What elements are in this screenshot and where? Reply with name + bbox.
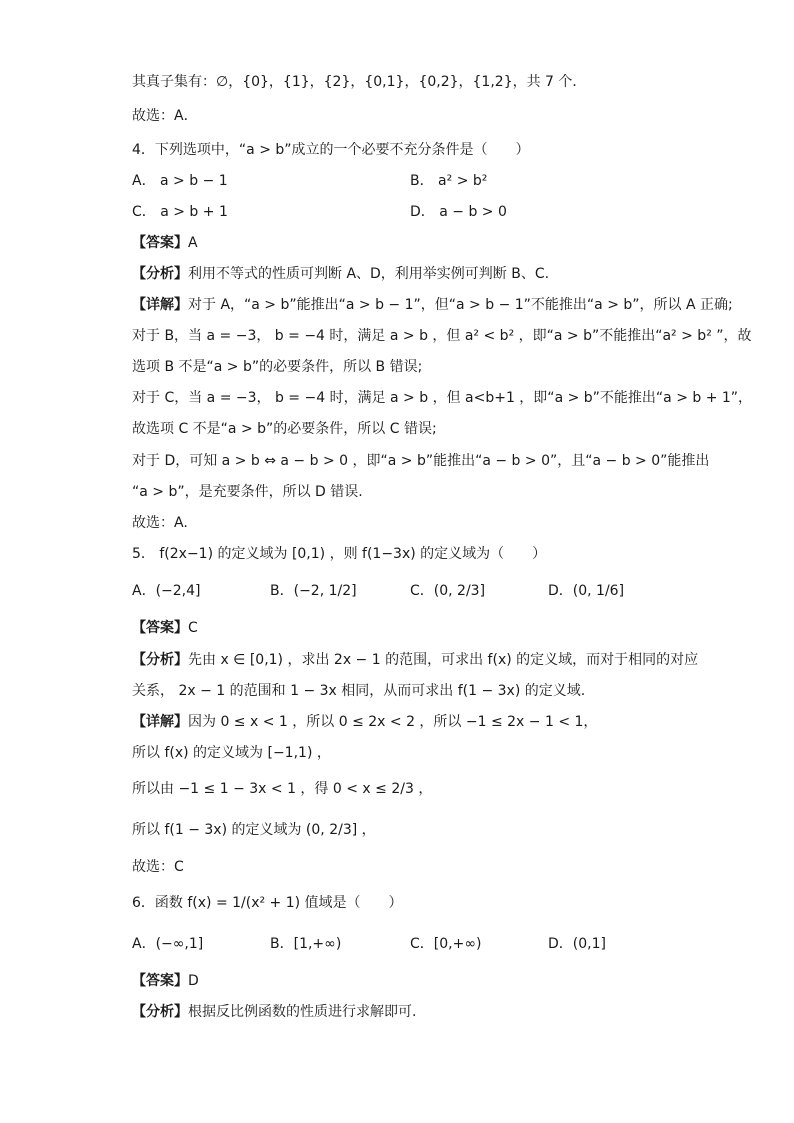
option-b: B．(−2, 1/2] <box>270 583 357 599</box>
conclusion-line: 故选：A. <box>132 515 188 531</box>
analysis-text: 利用不等式的性质可判断 A、D，利用举实例可判断 B、C. <box>188 266 550 282</box>
answer-tag: 【答案】 <box>132 973 188 989</box>
option-d: D．(0, 1/6] <box>548 583 625 599</box>
option-c: C． a > b + 1 <box>132 204 228 220</box>
analysis-tag: 【分析】 <box>132 266 188 282</box>
detail-tag: 【详解】 <box>132 297 188 313</box>
detail-text: 因为 0 ≤ x < 1 ，所以 0 ≤ 2x < 2 ，所以 −1 ≤ 2x − 1 < 1， <box>188 714 598 730</box>
detail-tag: 【详解】 <box>132 714 188 730</box>
answer-value: A <box>188 235 198 251</box>
detail-line: 所以由 −1 ≤ 1 − 3x < 1 ，得 0 < x ≤ 2/3 ， <box>132 781 433 797</box>
analysis-line: 关系， 2x − 1 的范围和 1 − 3x 相同，从而可求出 f(1 − 3x) 的定义域. <box>132 683 586 699</box>
detail-line <box>132 295 733 315</box>
detail-line: 对于 B，当 a = −3， b = −4 时，满足 a > b ，但 a² < b² ，即“a > b”不能推出“a² > b² ”，故 <box>132 328 752 344</box>
answer-value: D <box>188 973 199 989</box>
option-a: A．(−2,4] <box>132 583 201 599</box>
answer-tag: 【答案】 <box>132 235 188 251</box>
question-6-stem: 6．函数 f(x) = 1/(x² + 1) 值域是（ ） <box>132 895 403 911</box>
analysis-line <box>132 650 699 670</box>
detail-line: “a > b”，是充要条件，所以 D 错误. <box>132 484 363 500</box>
answer-line <box>132 971 692 991</box>
answer-line <box>132 233 692 253</box>
question-4-stem: 4．下列选项中，“a > b”成立的一个必要不充分条件是（ ） <box>132 142 530 158</box>
detail-line: 故选项 C 不是“a > b”的必要条件，所以 C 错误; <box>132 421 437 437</box>
analysis-line <box>132 1002 692 1022</box>
detail-text: 对于 A，“a > b”能推出“a > b − 1”，但“a > b − 1”不能推出“a > b”，所以 A 正确; <box>188 297 733 313</box>
detail-line: 对于 C，当 a = −3， b = −4 时，满足 a > b ，但 a<b+1 ，即“a > b”不能推出“a > b + 1”， <box>132 390 753 406</box>
detail-line: 所以 f(x) 的定义域为 [−1,1) ， <box>132 745 331 761</box>
analysis-text: 根据反比例函数的性质进行求解即可. <box>188 1004 417 1020</box>
answer-value: C <box>188 620 198 636</box>
option-d: D．(0,1] <box>548 936 606 952</box>
option-c: C．[0,+∞) <box>410 936 482 952</box>
conclusion-line: 故选：C <box>132 859 184 875</box>
analysis-tag: 【分析】 <box>132 652 188 668</box>
option-d: D． a − b > 0 <box>410 204 507 220</box>
question-5-stem: 5． f(2x−1) 的定义域为 [0,1) ，则 f(1−3x) 的定义域为（ ） <box>132 546 547 562</box>
analysis-text: 先由 x ∈ [0,1) ，求出 2x − 1 的范围，可求出 f(x) 的定义域，而对于相同的对应 <box>188 652 699 668</box>
option-b: B． a² > b² <box>410 173 488 189</box>
detail-line: 对于 D，可知 a > b ⇔ a − b > 0 ，即“a > b”能推出“a − b > 0”，且“a − b > 0”能推出 <box>132 453 710 469</box>
option-c: C．(0, 2/3] <box>410 583 486 599</box>
detail-line: 选项 B 不是“a > b”的必要条件，所以 B 错误; <box>132 359 423 375</box>
option-a: A． a > b − 1 <box>132 173 228 189</box>
detail-line <box>132 712 692 732</box>
option-a: A．(−∞,1] <box>132 936 204 952</box>
answer-tag: 【答案】 <box>132 620 188 636</box>
text-line: 其真子集有：∅，{0}，{1}，{2}，{0,1}，{0,2}，{1,2}，共 7 个． <box>132 74 587 90</box>
analysis-line <box>132 264 692 284</box>
answer-line <box>132 618 692 638</box>
analysis-tag: 【分析】 <box>132 1004 188 1020</box>
text-line: 故选：A． <box>132 108 198 124</box>
option-b: B．[1,+∞) <box>270 936 342 952</box>
detail-line: 所以 f(1 − 3x) 的定义域为 (0, 2/3] ， <box>132 822 376 838</box>
